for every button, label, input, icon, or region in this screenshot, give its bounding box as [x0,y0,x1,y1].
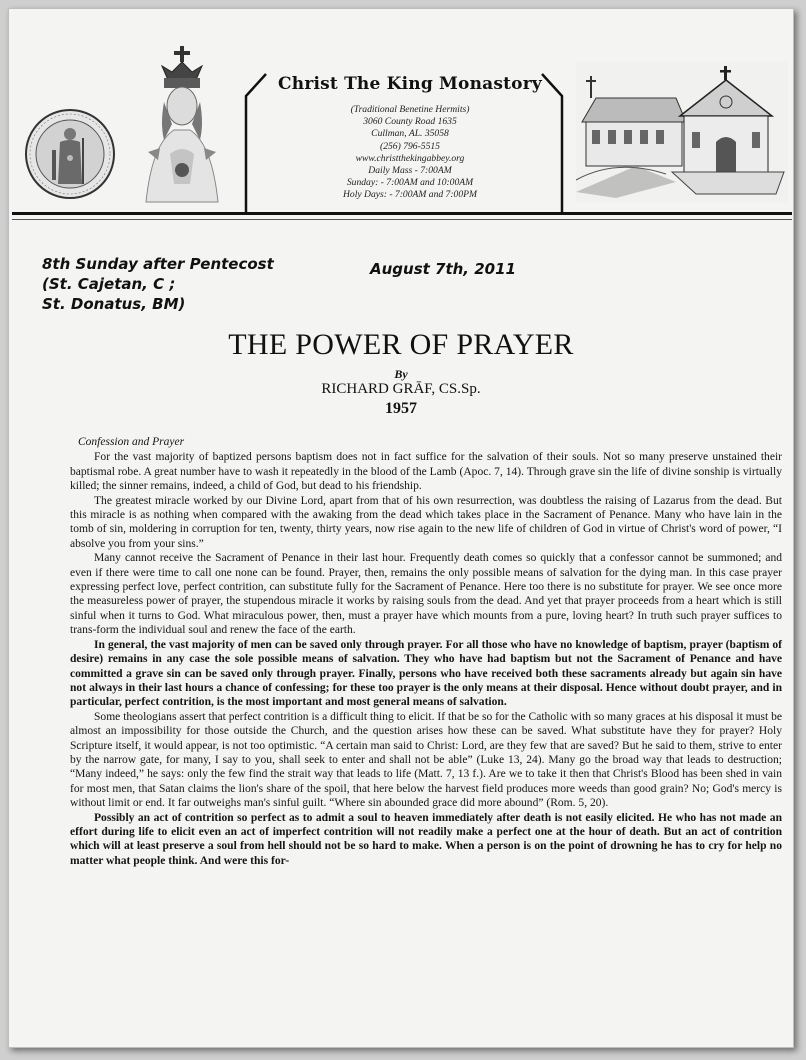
paragraph: Many cannot receive the Sacrament of Penance in their last hour. Frequently death comes so quickly that a confessor cannot be summoned; and even if there were time to call one none can be found. Prayer, then, remains the only possible means of salvation for the dying man. In this case prayer expressing perfect love, perfect contrition, can substitute fully for the Sacrament of Penance. Here too there is no substitute for prayer. We see once more the measureless power of prayer, the stupendous miracle it works by raising souls from the dead. And yet that prayer proceeds from a heart which is still sinful when it turns to God. What miraculous power, then, must a prayer have which mounts from a pure, loving heart? In truth such prayer suffices to trans-form the individual soul and renew the face of the earth. [70,552,782,637]
issue-date: August 7th, 2011 [370,260,516,278]
header-divider-thin [12,219,792,220]
liturgical-day-line-3: St. Donatus, BM) [42,295,186,313]
paragraph: For the vast majority of baptized persons baptism does not in fact suffice for the salvation of their souls. Not so many preserve unstained their baptismal robe. A great number have to wash it repeatedly in the blood of the Lamb (Apoc. 7, 14). Through grave sin the life of divine sonship is virtually killed; the sinner remains, indeed, a child of God, but dead to his friendship. [70,451,782,493]
website-link[interactable]: www.christthekingabbey.org [355,152,465,164]
newsletter-page [8,8,794,1048]
article-body [70,435,782,868]
paragraph: The greatest miracle worked by our Divine Lord, apart from that of his own resurrection, was doubtless the raising of Lazarus from the dead. But this miracle is as nothing when compared with the awaking from the dead which takes place in the Sacrament of Penance. Many who have lain in the tomb of sin, moldering in corruption for ten, twenty, thirty years, now rise again to the new life of children of God in virtue of Christ's word of power, “I absolve you from your sins.” [70,494,782,550]
article-year: 1957 [385,400,417,417]
paragraph: Some theologians assert that perfect contrition is a difficult thing to elicit. If that be so for the Catholic with so many graces at his disposal it must be almost an impossibility for those outside the Church, and the question arises how these can be saved. What substitute have they for prayer? Holy Scripture itself, it would appear, is not too optimistic. “A certain man said to Christ: Lord, are they few that are saved? But he said to them, strive to enter by the narrow gate, for many, I say to you, shall seek to enter and shall not be able” (Luke 13, 24). Many go the broad way that leads to destruction; “Many indeed,” he says: only the few find the strait way that leads to life (Matt. 7, 13 f.). Are we to take it then that Christ's Blood has been shed in vain for most men, that Satan claims the lion's share of the spoil, that here below the harvest field produces more weeds than good grain? No; God's mercy is without limit or end. It far outweighs man's sinful guilt. “Where sin abounded grace did more abound” (Rom. 5, 20). [70,710,782,810]
header [8,8,794,232]
paragraph: In general, the vast majority of men can be saved only through prayer. For all those who have no knowledge of baptism, prayer (baptism of desire) remains in any case the sole possible means of salvation. They who have had baptism but not the Sacrament of Penance and have committed a grave sin can be saved only through prayer. Finally, persons who have received both these sacraments already but again sin have not always in their last hours a chance of confessing; for these too prayer is the only means at their disposal. Hence without doubt prayer, and in particular, perfect contrition, is the most important and most general means of salvation. [70,638,782,709]
section-heading: Confession and Prayer [78,436,185,448]
madonna-statue-icon [134,44,230,204]
address-line-1: 3060 County Road 1635 [363,116,457,128]
article-by: By [394,367,408,381]
sunday-mass-time: Sunday: - 7:00AM and 10:00AM [346,177,474,189]
monastery-subtitle: (Traditional Benetine Hermits) [350,104,470,115]
monastery-info [270,104,550,202]
address-line-2: Cullman, AL. 35058 [371,128,449,140]
saint-benedict-medal-icon [24,108,116,200]
liturgical-day [42,254,274,314]
paragraph: Possibly an act of contrition so perfect as to admit a soul to heaven immediately after death is not easily elicited. He who has not made an effort during life to elicit even an act of imperfect contrition will not readily make a perfect one at the hour of death. But an act of contrition which will at least preserve a soul from hell should not be so hard to make. When a person is on the point of drowning he has to cry for help no matter what people think. And were this for- [70,811,782,867]
article-title: THE POWER OF PRAYER [228,328,574,361]
daily-mass-time: Daily Mass - 7:00AM [368,165,452,177]
article-author: RICHARD GRĀF, CS.Sp. [321,381,481,397]
holy-days-mass-time: Holy Days: - 7:00AM and 7:00PM [342,189,477,201]
phone: (256) 796-5515 [380,140,440,152]
monastery-church-icon [576,62,788,202]
header-divider [12,212,792,215]
liturgical-day-line-2: (St. Cajetan, C ; [42,275,176,293]
monastery-name: Christ The King Monastory [278,74,542,94]
liturgical-day-line-1: 8th Sunday after Pentecost [42,255,274,273]
